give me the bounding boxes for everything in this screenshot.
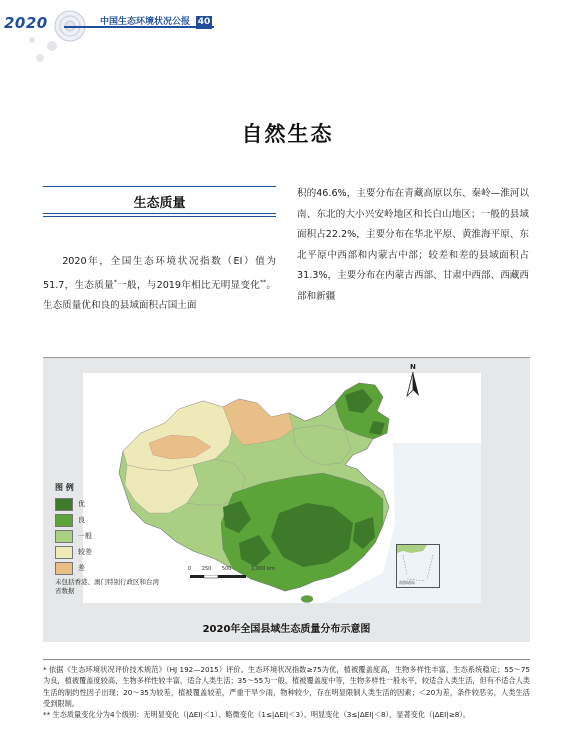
legend-swatch [55, 562, 73, 575]
header-year: 2020 [4, 14, 48, 32]
page-number: 40 [197, 17, 211, 27]
figure-panel: N 图 例 优 良 一般 较差 差 未包括香港、澳门特别行政区和台湾省数据 0 250 500 1,000 km 南海诸岛 2020年全国县域生态质量分布示意图 [43, 357, 530, 642]
south-china-sea-inset [396, 544, 440, 588]
body-left [43, 252, 276, 317]
footnote-rule [43, 659, 530, 660]
body-right [297, 184, 529, 307]
north-label: N [410, 363, 416, 371]
legend-title: 图 例 [55, 483, 74, 492]
legend-swatch [55, 546, 73, 559]
body-left-paragraph: 2020年，全国生态环境状况指数（EI）值为51.7，生态质量*一般，与2019年相比无明显变化**。生态质量优和良的县域面积占国土面 [43, 256, 276, 312]
legend-swatch [55, 530, 73, 543]
header-decoration [0, 0, 110, 70]
header-title: 中国生态环境状况公报 [100, 17, 191, 27]
section-heading [43, 186, 276, 214]
section-title: 生态质量 [133, 196, 186, 211]
legend-swatch [55, 514, 73, 527]
scale-labels: 0 250 500 1,000 km [188, 566, 275, 572]
scale-bar [190, 575, 270, 580]
footnotes [43, 664, 530, 720]
footnote-1: * 依据《生态环境状况评价技术规范》（HJ 192—2015）评价。生态环境状况指数≥75为优，植被覆盖度高，生物多样性丰富，生态系统稳定；55～75为良，植被覆盖度较高，生物多样性较丰富，适合人类生活；35～55为一般，植被覆盖度中等，生物多样性一般水平，较适合人类生活，但有不适合人类生活的制约性因子出现；20～35为较差，植被覆盖较差，严重干旱少雨，物种较少，存在明显限制人类生活的因素；＜20为差，条件较恶劣，人类生活受到限制。 [43, 665, 530, 708]
chapter-title: 自然生态 [241, 122, 334, 146]
figure-caption: 2020年全国县域生态质量分布示意图 [202, 624, 371, 635]
legend-note: 未包括香港、澳门特别行政区和台湾省数据 [55, 578, 159, 595]
legend-swatch [55, 498, 73, 511]
body-right-paragraph: 积的46.6%，主要分布在青藏高原以东、秦岭—淮河以南、东北的大小兴安岭地区和长白山地区；一般的县域面积占22.2%，主要分布在华北平原、黄淮海平原、东北平原中西部和内蒙古中部；较差和差的县域面积占31.3%，主要分布在内蒙古西部、甘肃中西部、西藏西部和新疆 [297, 188, 529, 302]
inset-label: 南海诸岛 [399, 580, 415, 585]
footnote-2: ** 生态质量变化分为4个级别：无明显变化（|ΔEI|＜1）、略微变化（1≤|ΔEI|＜3）、明显变化（3≤|ΔEI|＜8）、显著变化（|ΔEI|≥8）。 [43, 710, 471, 720]
north-arrow-icon [405, 370, 421, 400]
